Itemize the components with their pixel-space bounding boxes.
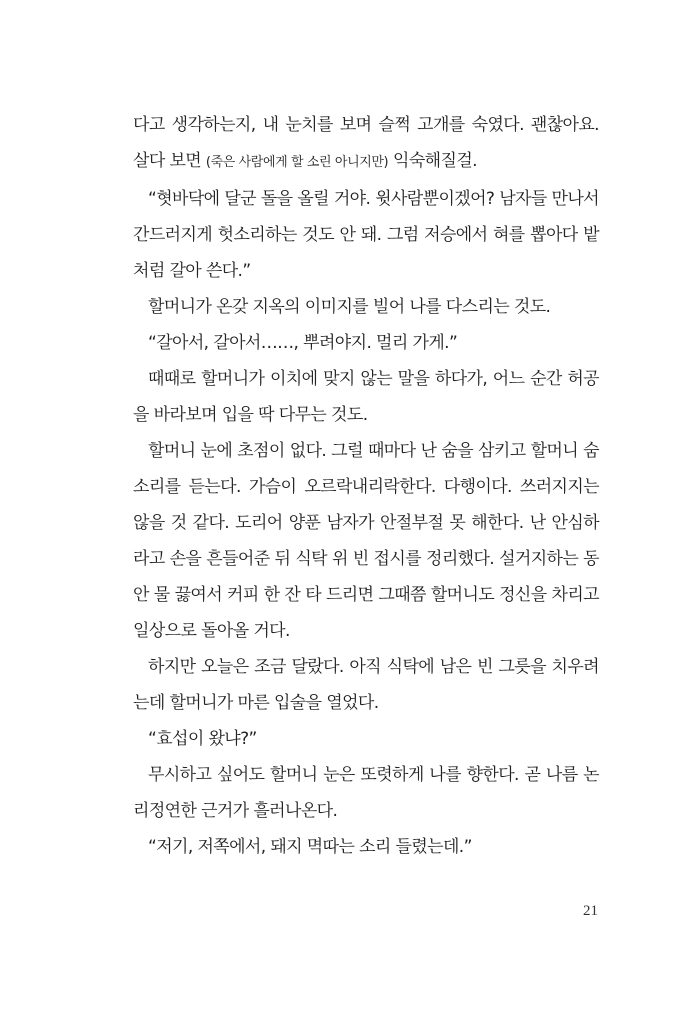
paragraph-5: 때때로 할머니가 이치에 맞지 않는 말을 하다가, 어느 순간 허공을 바라보며 입을 딱 다무는 것도. <box>133 369 599 425</box>
parenthetical-aside: (죽은 사람에게 할 소린 아니지만) <box>205 155 389 170</box>
page-number: 21 <box>583 903 598 919</box>
paragraph-8: “효섭이 왔냐?” <box>148 729 257 749</box>
paragraph-1: 다고 생각하는지, 내 눈치를 보며 슬쩍 고개를 숙였다. 괜찮아요. 살다 보면 (죽은 사람에게 할 소린 아니지만) 익숙해질걸. <box>133 115 599 171</box>
paragraph-10: “저기, 저쪽에서, 돼지 멱따는 소리 들렸는데.” <box>148 837 472 857</box>
paragraph-4: “갈아서, 갈아서……, 뿌려야지. 멀리 가게.” <box>148 333 458 353</box>
paragraph-6: 할머니 눈에 초점이 없다. 그럴 때마다 난 숨을 삼키고 할머니 숨소리를 듣는다. 가슴이 오르락내리락한다. 다행이다. 쓰러지지는 않을 것 같다. 도리어 양푼 남자가 안절부절 못 해한다. 난 안심하라고 손을 흔들어준 뒤 식탁 위 빈 접시를 정리했다. 설거지하는 동안 물 끓여서 커피 한 잔 타 드리면 그때쯤 할머니도 정신을 차리고 일상으로 돌아올 거다. <box>133 441 599 641</box>
paragraph-7: 하지만 오늘은 조금 달랐다. 아직 식탁에 남은 빈 그릇을 치우려는데 할머니가 마른 입술을 열었다. <box>133 657 599 713</box>
paragraph-2: “혓바닥에 달군 돌을 올릴 거야. 윗사람뿐이겠어? 남자들 만나서 간드러지게 헛소리하는 것도 안 돼. 그럼 저승에서 혀를 뽑아다 밭처럼 갈아 쓴다.” <box>133 189 599 281</box>
paragraph-3: 할머니가 온갖 지옥의 이미지를 빌어 나를 다스리는 것도. <box>148 297 551 317</box>
body-text <box>133 107 599 865</box>
paragraph-9: 무시하고 싶어도 할머니 눈은 또렷하게 나를 향한다. 곧 나름 논리정연한 근거가 흘러나온다. <box>133 765 599 821</box>
